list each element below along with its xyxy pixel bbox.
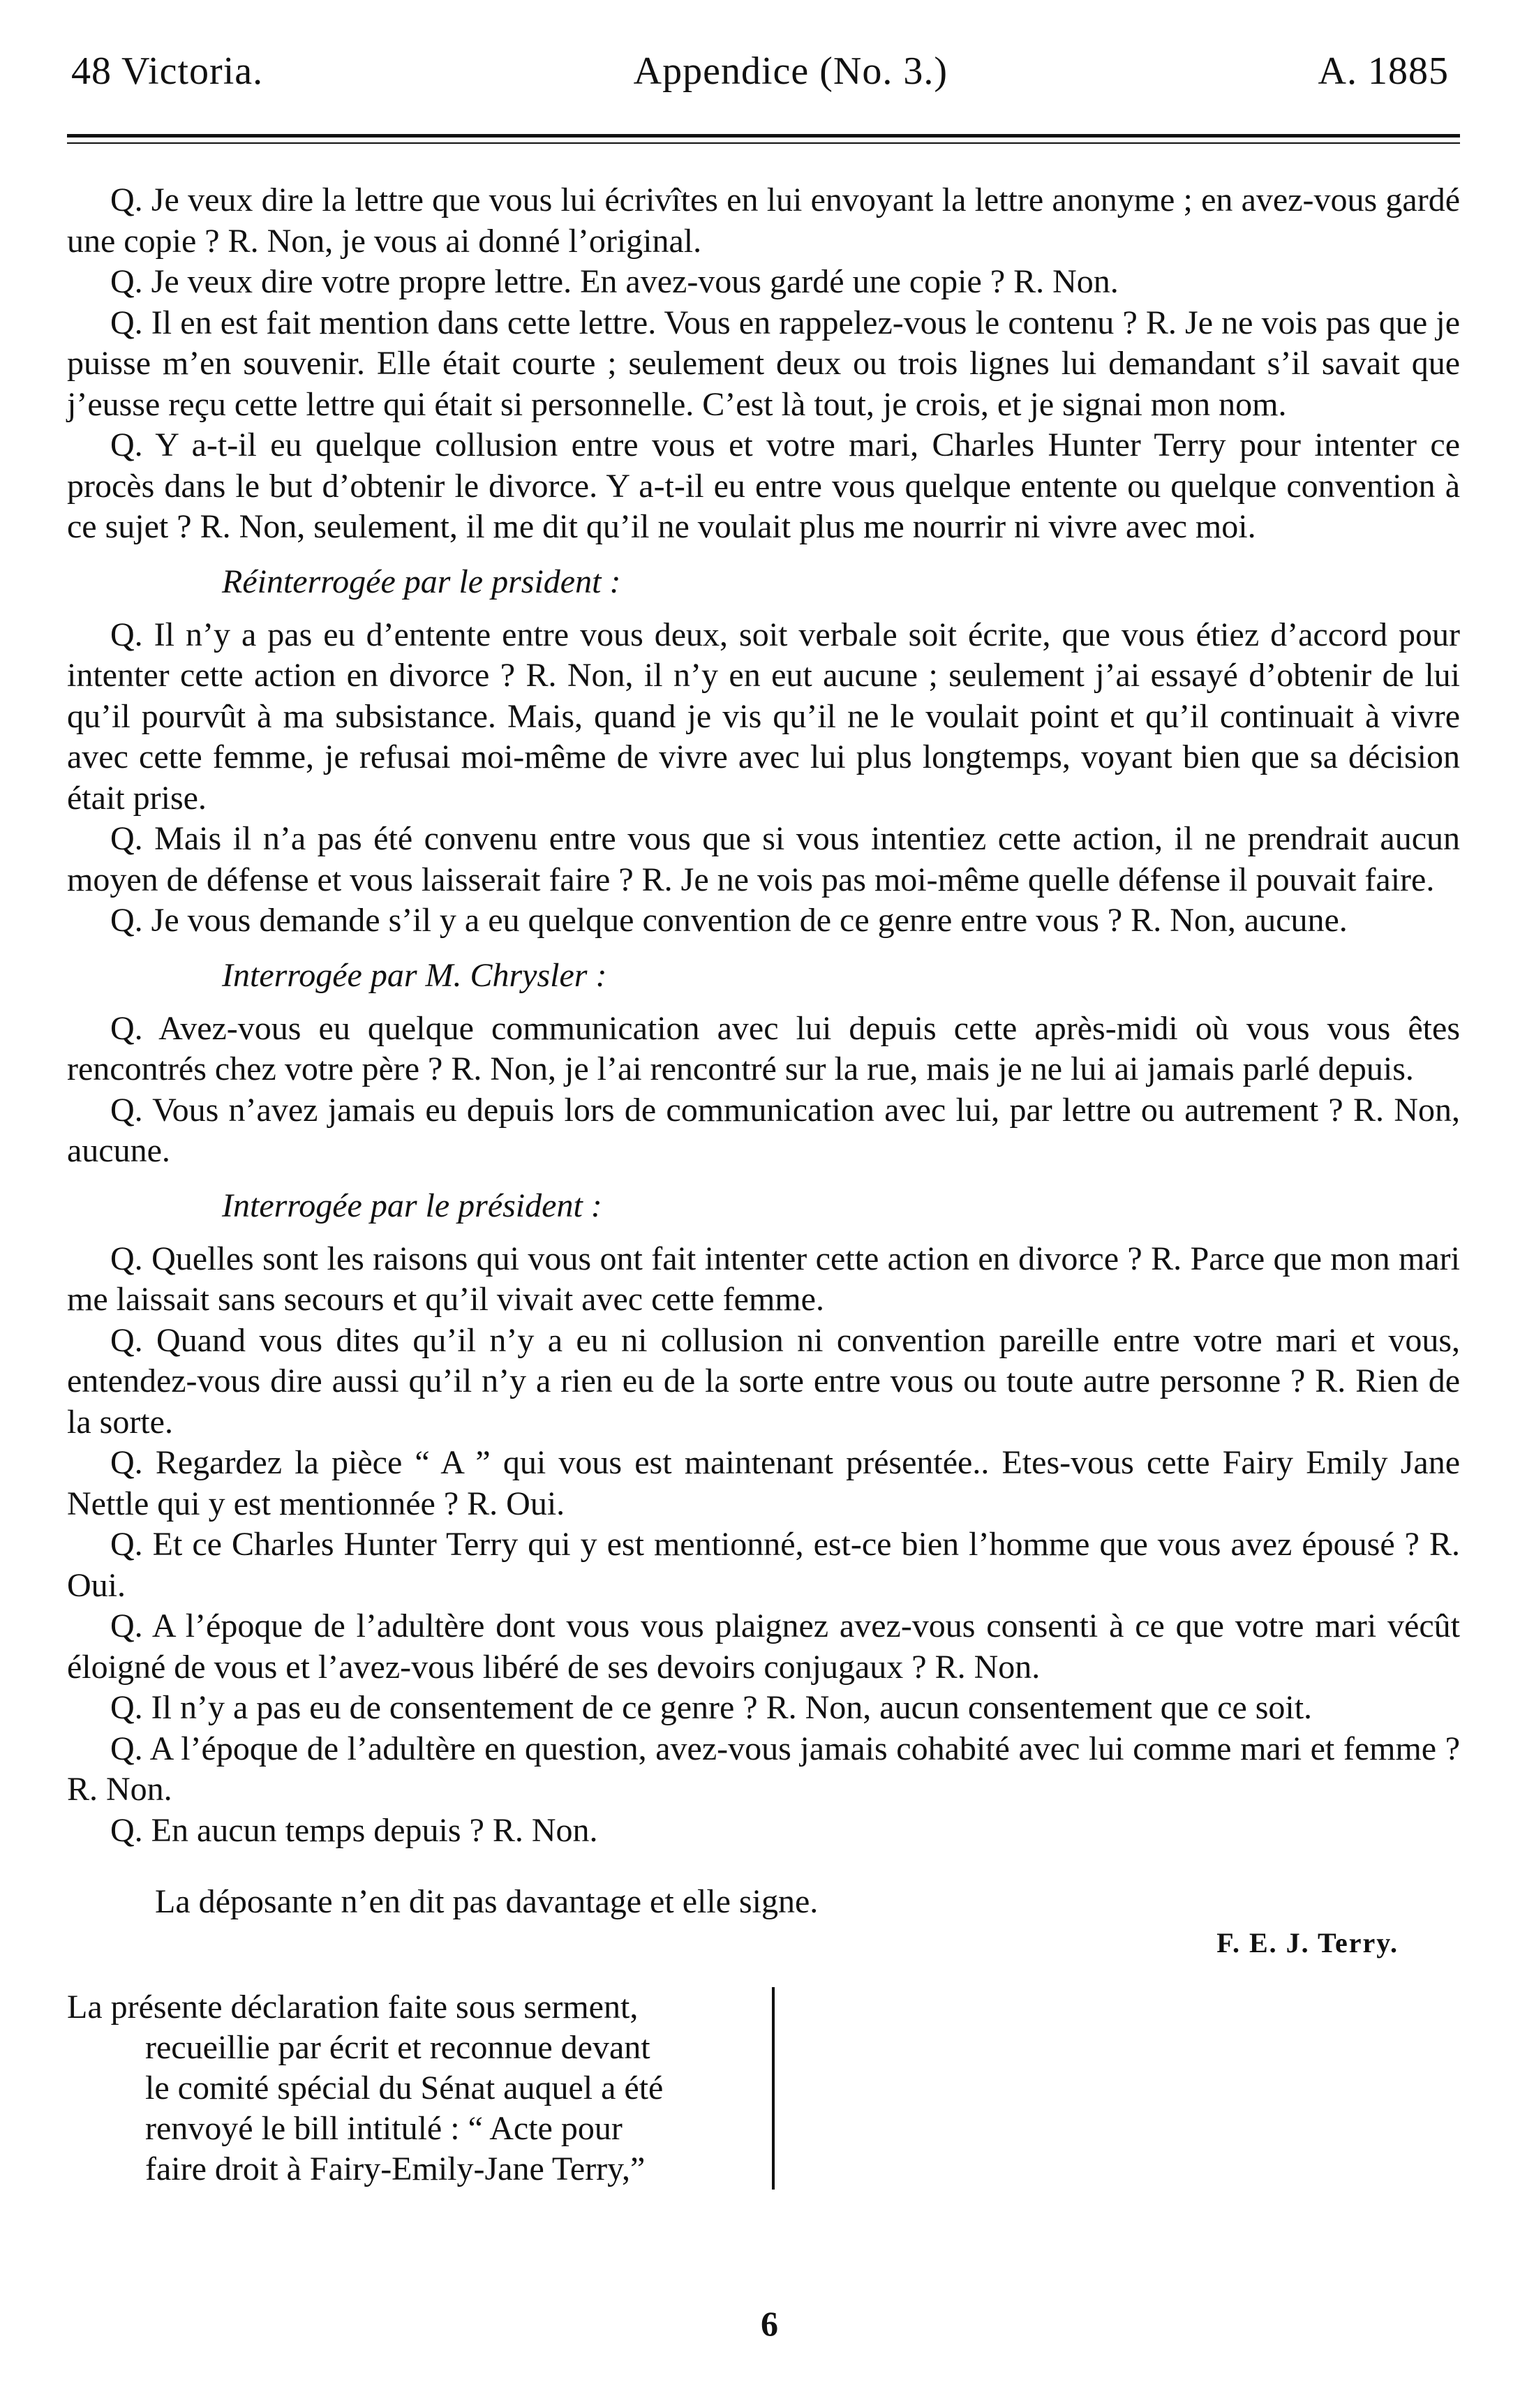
testimony-paragraph: Q. Y a-t-il eu quelque collusion entre vous et votre mari, Charles Hunter Terry pour intenter ce procès dans le but d’obtenir le divorce. Y a-t-il eu entre vous quelque entente ou quelque convention à ce sujet ? R. Non, seulement, il me dit qu’il ne voulait plus me nourrir ni vivre avec moi. xyxy=(67,426,1460,545)
attestation-line: faire droit à Fairy-Emily-Jane Terry,” xyxy=(145,2150,646,2187)
attestation-brace xyxy=(772,1987,789,2190)
section-heading: Interrogée par M. Chrysler : xyxy=(222,956,607,994)
attestation-line: recueillie par écrit et reconnue devant xyxy=(145,2029,650,2066)
testimony-paragraph: Q. A l’époque de l’adultère dont vous vous plaignez avez-vous consenti à ce que votre mari vécût éloigné de vous et l’avez-vous libéré de ses devoirs conjugaux ? R. Non. xyxy=(67,1607,1460,1686)
section-heading: Interrogée par le président : xyxy=(222,1187,602,1224)
testimony-body xyxy=(67,180,1460,1851)
testimony-paragraph: Q. Quelles sont les raisons qui vous ont fait intenter cette action en divorce ? R. Parce que mon mari me laissait sans secours et qu’il vivait avec cette femme. xyxy=(67,1240,1460,1318)
attestation-text xyxy=(67,1987,768,2190)
testimony-paragraph: Q. Je veux dire votre propre lettre. En avez-vous gardé une copie ? R. Non. xyxy=(110,263,1119,300)
header-session: 48 Victoria. xyxy=(71,50,264,93)
header-double-rule xyxy=(67,134,1460,144)
attestation-line: La présente déclaration faite sous serment, xyxy=(67,1989,639,2026)
testimony-paragraph: Q. Regardez la pièce “ A ” qui vous est maintenant présentée.. Etes-vous cette Fairy Emily Jane Nettle qui y est mentionnée ? R. Oui. xyxy=(67,1444,1460,1522)
testimony-paragraph: Q. Vous n’avez jamais eu depuis lors de communication avec lui, par lettre ou autrement ? R. Non, aucune. xyxy=(67,1091,1460,1169)
testimony-paragraph: Q. Et ce Charles Hunter Terry qui y est mentionné, est-ce bien l’homme que vous avez épousé ? R. Oui. xyxy=(67,1526,1460,1604)
testimony-paragraph: Q. Il en est fait mention dans cette lettre. Vous en rappelez-vous le contenu ? R. Je ne vois pas que je puisse m’en souvenir. Elle était courte ; seulement deux ou trois lignes lui demandant s’il savait que j’eusse reçu cette lettre qui était si personnelle. C’est là tout, je crois, et je signai mon nom. xyxy=(67,304,1460,423)
signature: F. E. J. Terry. xyxy=(1216,1927,1399,1959)
testimony-paragraph: Q. Quand vous dites qu’il n’y a eu ni collusion ni convention pareille entre votre mari et vous, entendez-vous dire aussi qu’il n’y a rien eu de la sorte entre vous ou toute autre personne ? R. Rien de la sorte. xyxy=(67,1321,1460,1441)
testimony-paragraph: Q. Mais il n’a pas été convenu entre vous que si vous intentiez cette action, il ne prendrait aucun moyen de défense et vous laisserait faire ? R. Je ne vois pas moi-même quelle défense il pouvait faire. xyxy=(67,820,1460,898)
attestation-line: renvoyé le bill intitulé : “ Acte pour xyxy=(145,2110,623,2147)
section-heading: Réinterrogée par le prsident : xyxy=(222,563,621,600)
running-header xyxy=(67,49,1460,94)
testimony-paragraph: Q. En aucun temps depuis ? R. Non. xyxy=(110,1811,598,1849)
testimony-paragraph: Q. Je vous demande s’il y a eu quelque convention de ce genre entre vous ? R. Non, aucune. xyxy=(110,902,1348,939)
testimony-paragraph: Q. A l’époque de l’adultère en question, avez-vous jamais cohabité avec lui comme mari et femme ? R. Non. xyxy=(67,1730,1460,1808)
testimony-paragraph: Q. Il n’y a pas eu de consentement de ce genre ? R. Non, aucun consentement que ce soit. xyxy=(110,1689,1313,1726)
header-appendix: Appendice (No. 3.) xyxy=(633,50,948,93)
closing-statement: La déposante n’en dit pas davantage et elle signe. xyxy=(155,1883,819,1920)
attestation-line: le comité spécial du Sénat auquel a été xyxy=(145,2069,664,2106)
attestation-block xyxy=(67,1987,1460,2190)
document-page xyxy=(67,49,1460,2190)
testimony-paragraph: Q. Avez-vous eu quelque communication avec lui depuis cette après-midi où vous vous êtes rencontrés chez votre père ? R. Non, je l’ai rencontré sur la rue, mais je ne lui ai jamais parlé depuis. xyxy=(67,1009,1460,1087)
page-number: 6 xyxy=(761,2304,778,2343)
header-year: A. 1885 xyxy=(1318,50,1449,93)
testimony-paragraph: Q. Il n’y a pas eu d’entente entre vous deux, soit verbale soit écrite, que vous étiez d’accord pour intenter cette action en divorce ? R. Non, il n’y en eut aucune ; seulement j’ai essayé d’obtenir de lui qu’il pourvût à ma subsistance. Mais, quand je vis qu’il ne le voulait point et qu’il continuait à vivre avec cette femme, je refusai moi-même de vivre avec lui plus longtemps, voyant bien que sa décision était prise. xyxy=(67,616,1460,817)
testimony-paragraph: Q. Je veux dire la lettre que vous lui écrivîtes en lui envoyant la lettre anonyme ; en avez-vous gardé une copie ? R. Non, je vous ai donné l’original. xyxy=(67,181,1460,260)
